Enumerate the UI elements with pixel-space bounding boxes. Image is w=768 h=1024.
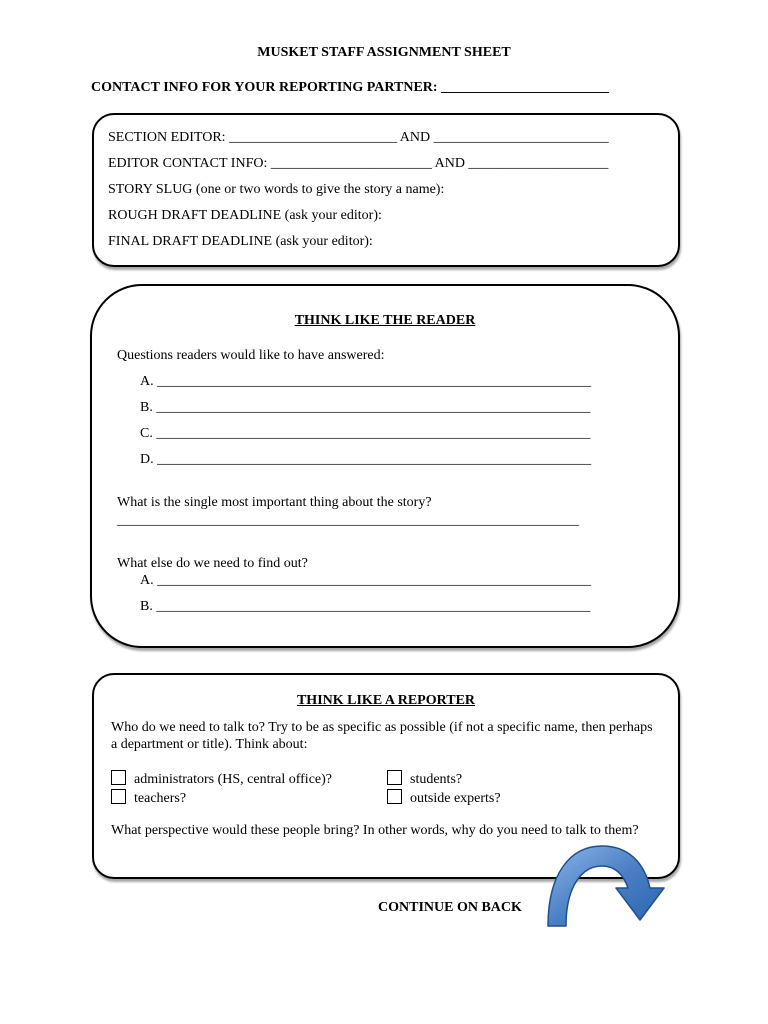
question-line-a[interactable]: A. ______________________________________________________________ <box>140 374 592 389</box>
editor-info-box <box>92 113 680 267</box>
think-like-reader-box <box>90 284 680 648</box>
checkbox[interactable] <box>387 789 402 804</box>
final-draft-deadline-field[interactable]: FINAL DRAFT DEADLINE (ask your editor): <box>108 234 373 249</box>
reader-heading: THINK LIKE THE READER <box>294 313 476 328</box>
checkbox[interactable] <box>111 770 126 785</box>
talk-to-prompt: Who do we need to talk to? Try to be as specific as possible (if not a specific name, then perhaps a department or title). Think about: <box>111 720 653 752</box>
question-line-d[interactable]: D. ______________________________________________________________ <box>140 452 592 467</box>
page-title: MUSKET STAFF ASSIGNMENT SHEET <box>257 45 511 60</box>
checkbox-item-administrators[interactable] <box>111 770 332 788</box>
checkbox[interactable] <box>111 789 126 804</box>
continue-on-back-label: CONTINUE ON BACK <box>378 900 522 915</box>
curved-arrow-icon <box>540 842 670 930</box>
question-line-c[interactable]: C. ______________________________________________________________ <box>140 426 591 441</box>
checkbox-label: students? <box>410 772 463 787</box>
reporter-heading: THINK LIKE A REPORTER <box>296 693 476 708</box>
find-out-line-a[interactable]: A. ______________________________________________________________ <box>140 573 592 588</box>
checkbox-item-outside-experts[interactable] <box>387 789 501 807</box>
checkbox-label: teachers? <box>134 791 187 806</box>
find-out-prompt: What else do we need to find out? <box>117 556 308 571</box>
checkbox-item-students[interactable] <box>387 770 462 788</box>
find-out-line-b[interactable]: B. ______________________________________________________________ <box>140 599 591 614</box>
rough-draft-deadline-field[interactable]: ROUGH DRAFT DEADLINE (ask your editor): <box>108 208 382 223</box>
important-thing-line[interactable]: __________________________________________________________________ <box>117 513 579 528</box>
question-line-b[interactable]: B. ______________________________________________________________ <box>140 400 591 415</box>
perspective-prompt: What perspective would these people bring? In other words, why do you need to talk to them? <box>111 823 639 838</box>
checkbox-item-teachers[interactable] <box>111 789 186 807</box>
story-slug-field[interactable]: STORY SLUG (one or two words to give the story a name): <box>108 182 445 197</box>
editor-contact-field[interactable]: EDITOR CONTACT INFO: _______________________ AND ____________________ <box>108 156 609 171</box>
important-thing-prompt: What is the single most important thing about the story? <box>117 495 432 510</box>
checkbox-label: outside experts? <box>410 791 501 806</box>
checkbox-label: administrators (HS, central office)? <box>134 772 333 787</box>
checkbox[interactable] <box>387 770 402 785</box>
section-editor-field[interactable]: SECTION EDITOR: ________________________ AND _________________________ <box>108 130 609 145</box>
reporting-partner-field[interactable]: CONTACT INFO FOR YOUR REPORTING PARTNER: ________________________ <box>91 80 610 95</box>
questions-prompt: Questions readers would like to have answered: <box>117 348 385 363</box>
